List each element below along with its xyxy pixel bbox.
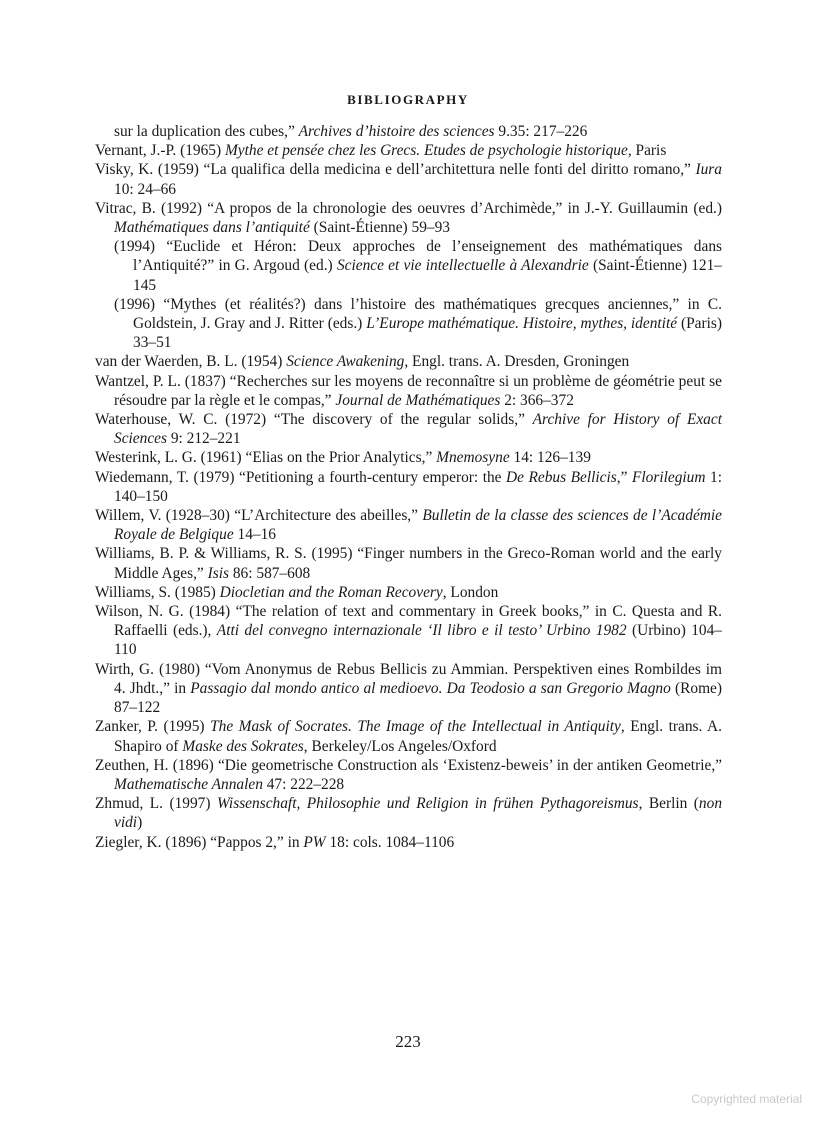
entry-italic-title: Mathématiques dans l’antiquité bbox=[114, 219, 310, 237]
bibliography-entry bbox=[95, 372, 722, 410]
entry-text: 10: 24–66 bbox=[114, 180, 176, 198]
bibliography-entry bbox=[95, 122, 722, 141]
entry-text: Williams, B. P. & Williams, R. S. (1995) “Finger numbers in the Greco-Roman world and the early Middle Ages,” bbox=[95, 545, 722, 582]
entry-italic-title: Journal de Mathématiques bbox=[335, 391, 501, 409]
bibliography-entry bbox=[95, 602, 722, 660]
bibliography-entry bbox=[95, 410, 722, 448]
bibliography-entry bbox=[95, 448, 722, 467]
bibliography-entry bbox=[95, 199, 722, 237]
bibliography-entry bbox=[95, 468, 722, 506]
entry-italic-title: The Mask of Socrates. The Image of the Intellectual in Antiquity bbox=[210, 718, 621, 736]
entry-text: Willem, V. (1928–30) “L’Architecture des abeilles,” bbox=[95, 507, 423, 525]
entry-text: , Paris bbox=[627, 142, 667, 160]
entry-text: Vitrac, B. (1992) “A propos de la chronologie des oeuvres d’Archimède,” in J.-Y. Guillaumin (ed.) bbox=[95, 199, 722, 217]
bibliography-list bbox=[95, 122, 722, 852]
entry-italic-title: De Rebus Bellicis bbox=[506, 468, 617, 486]
entry-text: , Berlin ( bbox=[638, 795, 699, 813]
entry-italic-title: Archives d’histoire des sciences bbox=[298, 123, 495, 140]
bibliography-entry bbox=[95, 295, 722, 353]
entry-text: 14: 126–139 bbox=[509, 449, 591, 467]
entry-text: Wirth, G. (1980) “Vom Anonymus de Rebus Bellicis zu Ammian. Perspektiven eines Rombildes im 4. Jhdt.,” in bbox=[95, 660, 722, 697]
entry-italic-title: Atti del convegno internazionale ‘Il libro e il testo’ Urbino 1982 bbox=[216, 622, 627, 640]
entry-italic-title: Archive for History of Exact Sciences bbox=[114, 411, 722, 448]
entry-text: Waterhouse, W. C. (1972) “The discovery of the regular solids,” bbox=[95, 411, 533, 429]
entry-text: , Engl. trans. A. Shapiro of bbox=[114, 718, 723, 755]
entry-italic-title: Mathematische Annalen bbox=[114, 775, 263, 793]
entry-text: ,” bbox=[616, 468, 632, 486]
entry-text: (1994) “Euclide et Héron: Deux approches de l’enseignement des mathématiques dans l’Antiquité?” in G. Argoud (ed.) bbox=[114, 238, 722, 275]
entry-italic-title: L’Europe mathématique. Histoire, mythes, identité bbox=[366, 315, 678, 333]
bibliography-entry bbox=[95, 352, 722, 371]
entry-text: (1996) “Mythes (et réalités?) dans l’histoire des mathématiques grecques anciennes,” in C. Goldstein, J. Gray and J. Ritter (eds.) bbox=[114, 295, 722, 333]
entry-text: 1: 140–150 bbox=[114, 468, 722, 505]
entry-text: Wilson, N. G. (1984) “The relation of text and commentary in Greek books,” in C. Questa and R. Raffaelli (eds.), bbox=[95, 603, 722, 640]
entry-text: Westerink, L. G. (1961) “Elias on the Prior Analytics,” bbox=[95, 449, 437, 467]
bibliography-entry bbox=[95, 660, 722, 718]
entry-text: sur la duplication des cubes,” bbox=[114, 123, 299, 140]
entry-italic-title: Science Awakening bbox=[286, 353, 405, 371]
entry-text: , Engl. trans. A. Dresden, Groningen bbox=[404, 353, 630, 371]
entry-italic-title: Diocletian and the Roman Recovery bbox=[219, 583, 443, 601]
running-header: BIBLIOGRAPHY bbox=[347, 92, 469, 107]
entry-italic-title: Bulletin de la classe des sciences de l’Académie Royale de Belgique bbox=[114, 507, 722, 544]
bibliography-entry bbox=[95, 237, 722, 295]
entry-text: (Urbino) 104–110 bbox=[114, 622, 722, 659]
bibliography-entry bbox=[95, 141, 722, 160]
bibliography-entry bbox=[95, 160, 722, 198]
entry-text: 14–16 bbox=[233, 526, 276, 544]
entry-text: van der Waerden, B. L. (1954) bbox=[95, 353, 287, 371]
page-number: 223 bbox=[395, 1032, 421, 1051]
bibliography-entry bbox=[95, 544, 722, 582]
entry-text: 9.35: 217–226 bbox=[494, 123, 588, 140]
entry-text: 47: 222–228 bbox=[262, 775, 345, 793]
entry-italic-title: Mythe et pensée chez les Grecs. Etudes de psychologie historique bbox=[224, 142, 628, 160]
entry-text: Vernant, J.-P. (1965) bbox=[95, 142, 225, 160]
entry-italic-title: Mnemosyne bbox=[436, 449, 510, 467]
entry-text: 2: 366–372 bbox=[500, 391, 574, 409]
entry-text: (Saint-Étienne) 59–93 bbox=[309, 219, 450, 237]
entry-italic-title: non vidi bbox=[114, 795, 723, 832]
entry-text: Zanker, P. (1995) bbox=[95, 718, 211, 736]
bibliography-entry bbox=[95, 583, 722, 602]
entry-text: , Berkeley/Los Angeles/Oxford bbox=[303, 737, 497, 755]
entry-italic-title: PW bbox=[303, 833, 326, 851]
entry-italic-title: Florilegium bbox=[631, 468, 706, 486]
bibliography-entry bbox=[95, 717, 722, 755]
entry-text: ) bbox=[137, 814, 143, 832]
entry-text: Ziegler, K. (1896) “Pappos 2,” in bbox=[95, 833, 304, 851]
bibliography-entry bbox=[95, 833, 722, 852]
entry-text: 18: cols. 1084–1106 bbox=[325, 833, 455, 851]
entry-text: , London bbox=[442, 583, 499, 601]
entry-italic-title: Science et vie intellectuelle à Alexandrie bbox=[336, 257, 589, 275]
entry-italic-title: Passagio dal mondo antico al medioevo. Da Teodosio a san Gregorio Magno bbox=[190, 679, 671, 697]
entry-text: (Paris) 33–51 bbox=[133, 315, 722, 352]
entry-text: Wantzel, P. L. (1837) “Recherches sur les moyens de reconnaître si un problème de géométrie peut se résoudre par la règle et le compas,” bbox=[95, 372, 722, 409]
entry-text: Williams, S. (1985) bbox=[95, 583, 220, 601]
entry-italic-title: Maske des Sokrates bbox=[182, 737, 304, 755]
copyright-watermark: Copyrighted material bbox=[691, 1092, 802, 1106]
entry-text: Zhmud, L. (1997) bbox=[95, 795, 217, 813]
entry-text: Visky, K. (1959) “La qualifica della medicina e dell’architettura nelle fonti del diritto romano,” bbox=[95, 161, 696, 179]
bibliography-entry bbox=[95, 506, 722, 544]
entry-italic-title: Wissenschaft, Philosophie und Religion in frühen Pythagoreismus bbox=[216, 795, 639, 813]
entry-text: (Saint-Étienne) 121–145 bbox=[133, 257, 723, 294]
entry-italic-title: Isis bbox=[207, 564, 230, 582]
entry-text: Wiedemann, T. (1979) “Petitioning a fourth-century emperor: the bbox=[95, 468, 507, 486]
entry-text: Zeuthen, H. (1896) “Die geometrische Construction als ‘Existenz-beweis’ in der antiken Geometrie,” bbox=[95, 756, 722, 774]
bibliography-entry bbox=[95, 794, 722, 832]
bibliography-entry bbox=[95, 756, 722, 794]
entry-italic-title: Iura bbox=[695, 161, 722, 179]
entry-text: (Rome) 87–122 bbox=[114, 679, 722, 717]
entry-text: 86: 587–608 bbox=[229, 564, 311, 582]
entry-text: 9: 212–221 bbox=[166, 430, 241, 448]
